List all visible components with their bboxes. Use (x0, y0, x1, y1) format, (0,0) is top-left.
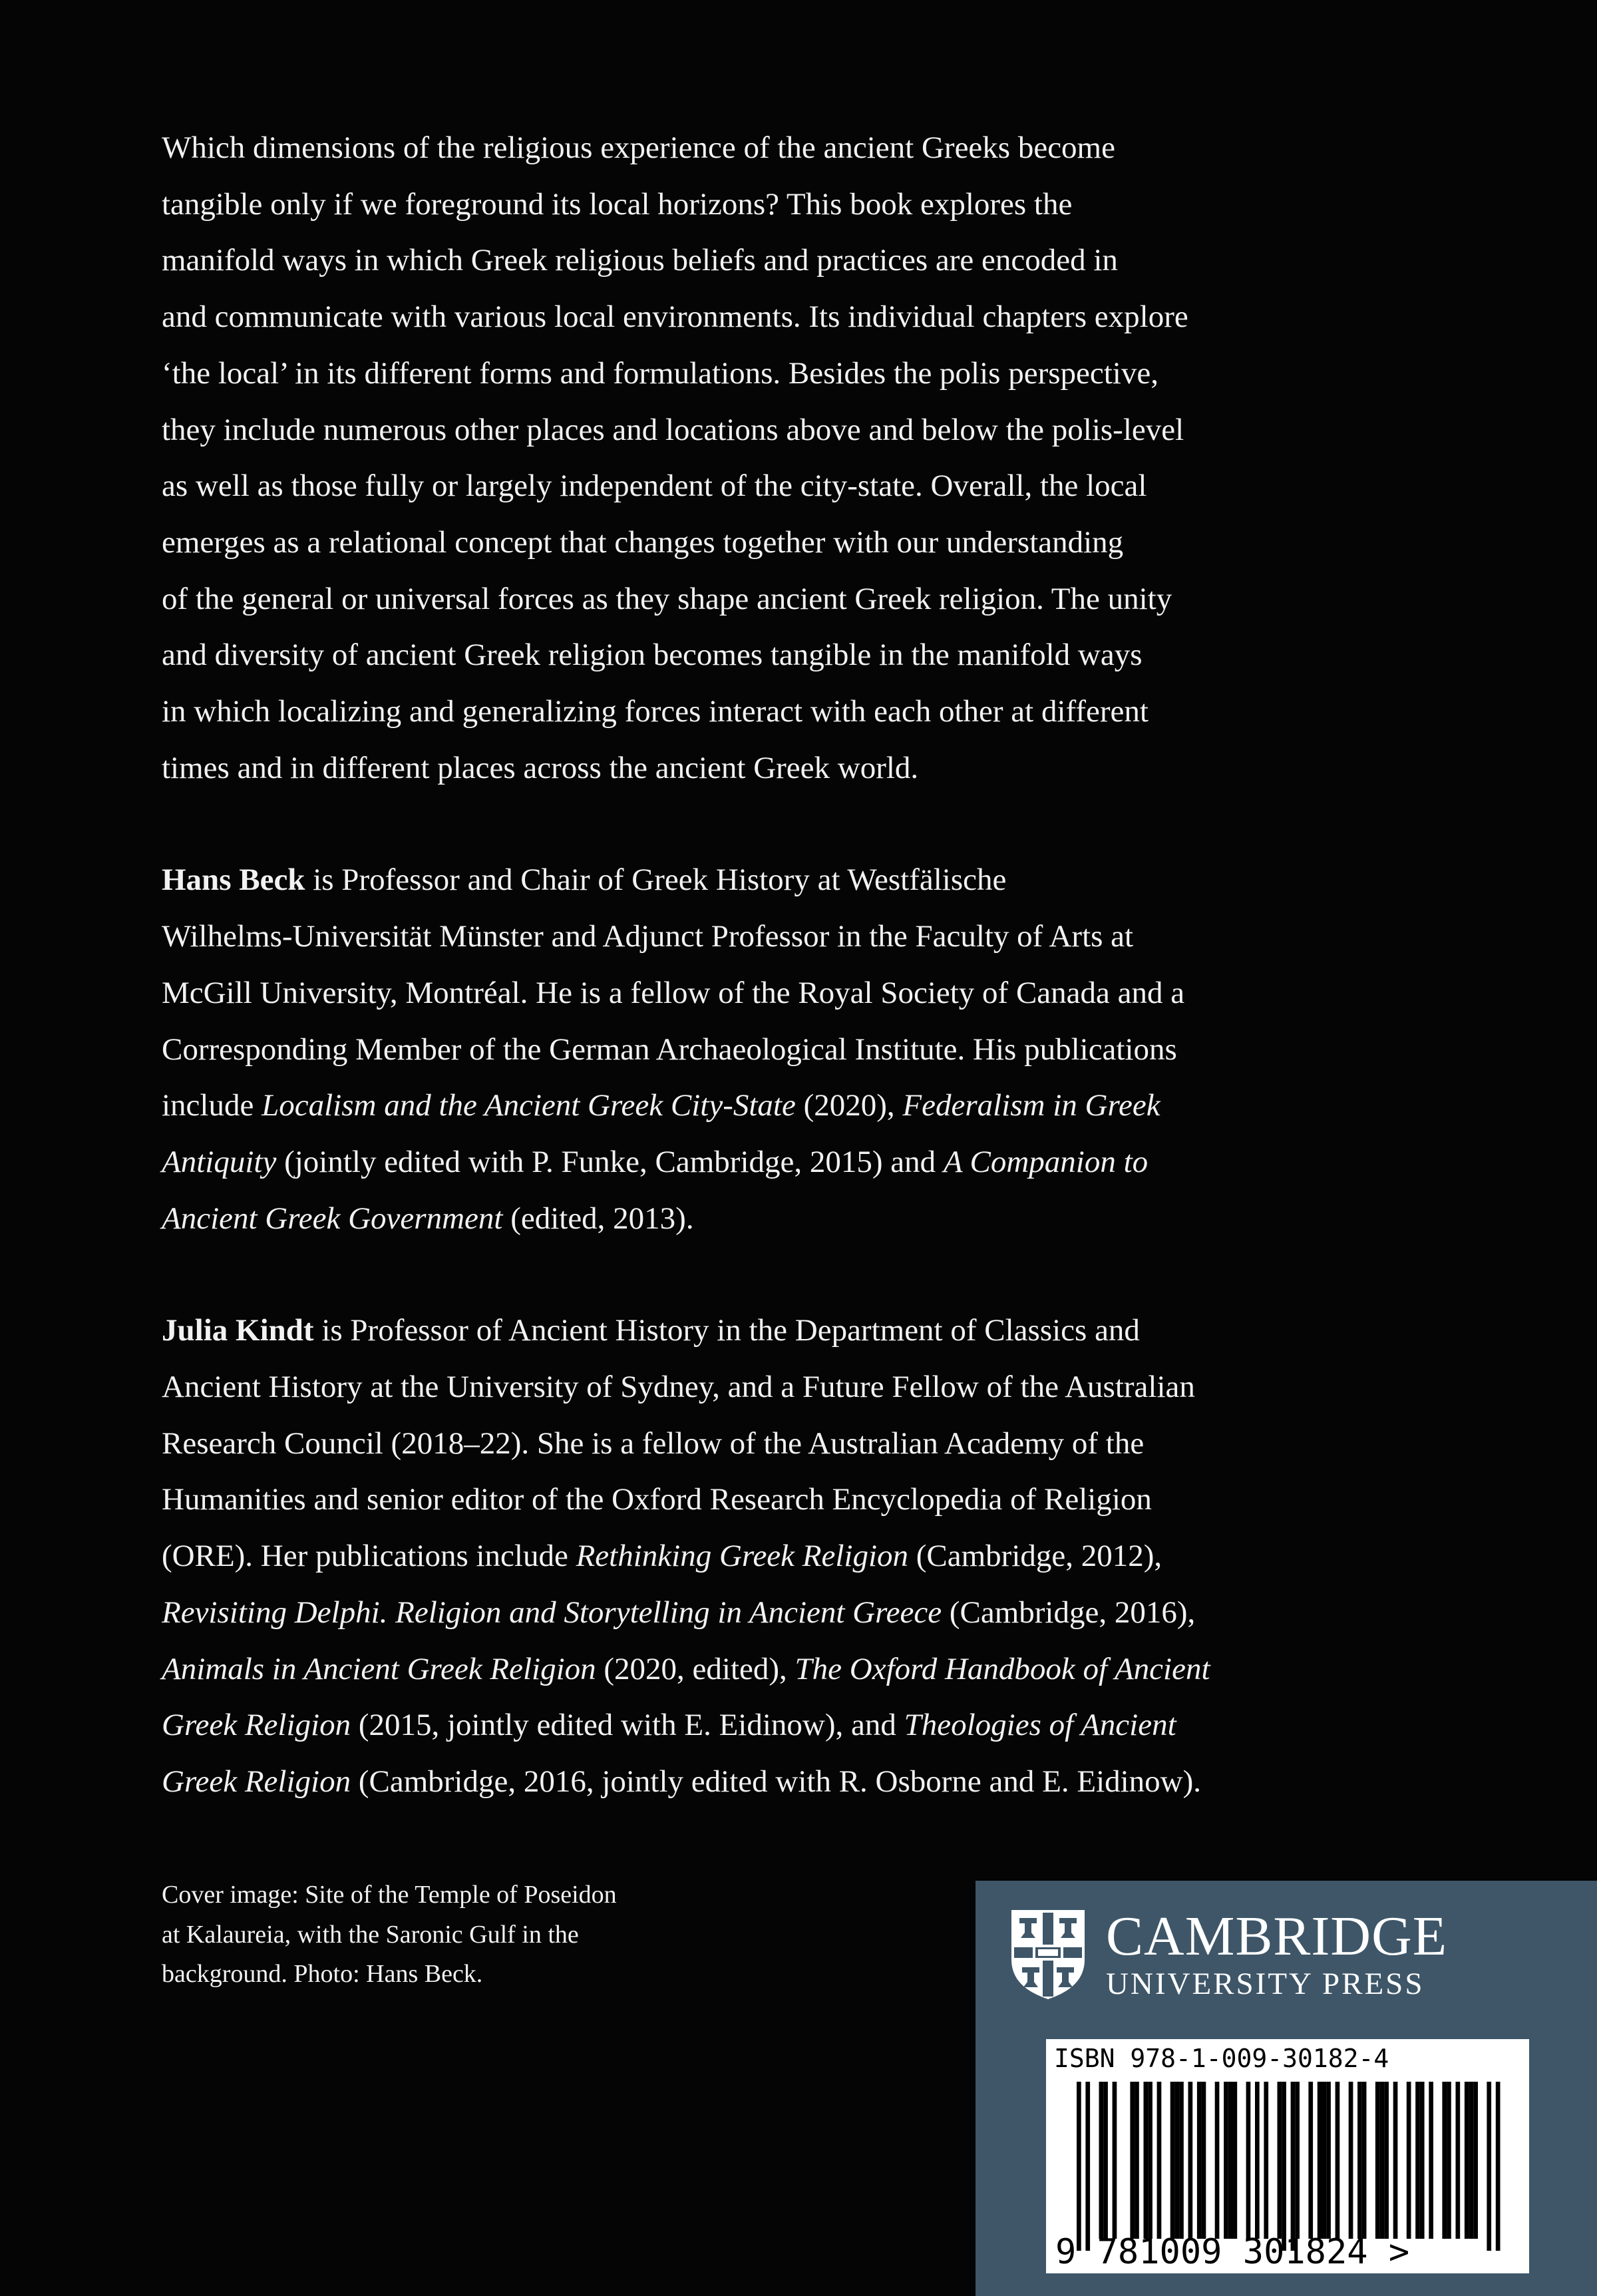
description-line: and diversity of ancient Greek religion becomes tangible in the manifold ways (162, 638, 1143, 673)
isbn-label: ISBN 978-1-009-30182-4 (1054, 2044, 1389, 2073)
barcode-bar (1099, 2082, 1104, 2239)
barcode-bar (1375, 2082, 1380, 2239)
caption-line: background. Photo: Hans Beck. (162, 1960, 483, 1988)
bio-line (162, 1754, 1426, 1810)
barcode-bar (1188, 2082, 1193, 2239)
barcode-bar (1442, 2082, 1447, 2239)
barcode-bar (1278, 2082, 1282, 2239)
book-title: The Oxford Handbook of Ancient (795, 1651, 1210, 1686)
barcode-bar (1144, 2082, 1149, 2239)
barcode-bar (1113, 2082, 1117, 2239)
bio-line: Research Council (2018–22). She is a fellow of the Australian Academy of the (162, 1426, 1145, 1461)
barcode-bar (1349, 2082, 1353, 2239)
barcode-bar (1224, 2082, 1228, 2239)
description-line: as well as those fully or largely independent of the city-state. Overall, the local (162, 469, 1147, 504)
caption-line: at Kalaureia, with the Saronic Gulf in the (162, 1920, 579, 1949)
bio-text: is Professor and Chair of Greek History at Westfälische (305, 862, 1007, 898)
bio-text: (ORE). Her publications include (162, 1539, 576, 1574)
description-line: tangible only if we foreground its local horizons? This book explores the (162, 186, 1073, 222)
description-line: times and in different places across the ancient Greek world. (162, 750, 919, 785)
barcode-bar (1362, 2082, 1367, 2239)
barcode-bar (1170, 2082, 1175, 2239)
barcode-bar (1415, 2082, 1420, 2239)
bio-text: (Cambridge, 2016), (942, 1595, 1196, 1630)
bio-line: Humanities and senior editor of the Oxford Research Encyclopedia of Religion (162, 1482, 1152, 1517)
bio-line (162, 1077, 1426, 1134)
book-title: Rethinking Greek Religion (576, 1539, 909, 1574)
bio-text: (2020), (795, 1088, 903, 1123)
barcode-bar (1179, 2082, 1184, 2239)
barcode-bar (1465, 2082, 1469, 2239)
barcode-bar (1357, 2082, 1362, 2239)
bio-text: (edited, 2013). (502, 1201, 694, 1236)
barcode-digits: 9 781009 301824 > (1055, 2232, 1410, 2272)
barcode-bar (1335, 2082, 1340, 2239)
barcode-bar (1407, 2082, 1411, 2239)
description-line: ‘the local’ in its different forms and formulations. Besides the polis perspective, (162, 355, 1158, 391)
barcode-bar (1447, 2082, 1451, 2239)
barcode-bar (1308, 2082, 1313, 2239)
isbn-barcode (1046, 2039, 1529, 2273)
book-title: Localism and the Ancient Greek City-State (262, 1088, 796, 1123)
author-bio-beck (162, 852, 1426, 1246)
barcode-bar (1233, 2082, 1238, 2239)
bio-line (162, 1302, 1426, 1359)
barcode-bar (1384, 2082, 1389, 2239)
book-title: Revisiting Delphi. Religion and Storytelling in Ancient Greece (162, 1595, 942, 1630)
barcode-bar (1148, 2082, 1153, 2239)
description-line: Which dimensions of the religious experience of the ancient Greeks become (162, 130, 1115, 165)
bio-line: Corresponding Member of the German Archaeological Institute. His publications (162, 1032, 1177, 1067)
bio-line (162, 852, 1426, 908)
bio-line: McGill University, Montréal. He is a fellow of the Royal Society of Canada and a (162, 975, 1185, 1010)
bio-line (162, 1641, 1426, 1698)
barcode-bar (1202, 2082, 1206, 2239)
barcode-bar (1157, 2082, 1162, 2239)
description-line: emerges as a relational concept that changes together with our understanding (162, 524, 1124, 560)
bio-line (162, 1134, 1426, 1191)
author-bio-kindt (162, 1302, 1426, 1810)
book-title: Animals in Ancient Greek Religion (162, 1651, 596, 1686)
barcode-bar (1420, 2082, 1425, 2239)
book-title: Antiquity (162, 1144, 277, 1179)
barcode-bar (1197, 2082, 1202, 2239)
barcode-bar (1255, 2082, 1260, 2239)
barcode-bar (1487, 2082, 1491, 2251)
caption-line: Cover image: Site of the Temple of Poseidon (162, 1881, 617, 1909)
bio-line: Wilhelms-Universität Münster and Adjunct Professor in the Faculty of Arts at (162, 919, 1134, 954)
description-line: of the general or universal forces as they shape ancient Greek religion. The unity (162, 581, 1172, 616)
barcode-bar (1322, 2082, 1327, 2239)
description-paragraph (162, 120, 1426, 796)
barcode-bar (1456, 2082, 1461, 2239)
barcode-bar (1291, 2082, 1296, 2251)
barcode-bar (1264, 2082, 1268, 2239)
barcode-bar (1174, 2082, 1179, 2239)
barcode-bar (1246, 2082, 1251, 2239)
bio-text: include (162, 1088, 262, 1123)
barcode-bar (1473, 2082, 1478, 2239)
cambridge-shield-icon (1009, 1907, 1087, 2001)
book-title: A Companion to (943, 1144, 1149, 1179)
barcode-bar (1393, 2082, 1398, 2239)
description-line: they include numerous other places and locations above and below the polis-level (162, 412, 1184, 447)
barcode-bar (1496, 2082, 1501, 2251)
barcode-bar (1135, 2082, 1139, 2239)
barcode-bar (1326, 2082, 1331, 2239)
description-line: and communicate with various local environments. Its individual chapters explore (162, 299, 1188, 335)
barcode-bar (1318, 2082, 1322, 2239)
bio-text: (Cambridge, 2012), (908, 1539, 1162, 1574)
cover-image-caption (162, 1875, 761, 1995)
bio-line (162, 1697, 1426, 1754)
barcode-bar (1085, 2082, 1090, 2251)
barcode-bar (1295, 2082, 1300, 2239)
bio-text: (2020, edited), (596, 1651, 795, 1686)
book-title: Federalism in Greek (902, 1088, 1160, 1123)
book-description (162, 120, 1426, 1866)
book-title: Greek Religion (162, 1708, 351, 1743)
barcode-bar (1429, 2082, 1433, 2239)
bio-line (162, 1585, 1426, 1641)
barcode-bar (1228, 2082, 1233, 2239)
author-name: Hans Beck (162, 862, 305, 898)
barcode-bar (1130, 2082, 1135, 2239)
publisher-name: CAMBRIDGE (1106, 1905, 1448, 1967)
barcode-bar (1282, 2082, 1286, 2251)
barcode-bar (1215, 2082, 1220, 2239)
barcode-bar (1077, 2082, 1081, 2251)
book-title: Ancient Greek Government (162, 1201, 503, 1236)
book-title: Theologies of Ancient (904, 1708, 1176, 1743)
bio-text: is Professor of Ancient History in the Department of Classics and (313, 1313, 1140, 1348)
description-line: in which localizing and generalizing forces interact with each other at different (162, 694, 1149, 729)
bio-line (162, 1191, 1426, 1247)
book-title: Greek Religion (162, 1764, 351, 1799)
bio-line: Ancient History at the University of Sydney, and a Future Fellow of the Australian (162, 1370, 1195, 1405)
publisher-subtitle: UNIVERSITY PRESS (1106, 1967, 1425, 2001)
bio-text: (Cambridge, 2016, jointly edited with R. Osborne and E. Eidinow). (351, 1764, 1202, 1799)
author-name: Julia Kindt (162, 1313, 314, 1348)
bio-text: (2015, jointly edited with E. Eidinow), and (351, 1708, 904, 1743)
publisher-panel (976, 1881, 1597, 2296)
bio-line (162, 1528, 1426, 1585)
barcode-bar (1469, 2082, 1474, 2239)
description-line: manifold ways in which Greek religious beliefs and practices are encoded in (162, 243, 1118, 278)
bio-text: (jointly edited with P. Funke, Cambridge, 2015) and (276, 1144, 944, 1179)
barcode-bar (1380, 2082, 1385, 2239)
barcode-bar (1103, 2082, 1108, 2239)
